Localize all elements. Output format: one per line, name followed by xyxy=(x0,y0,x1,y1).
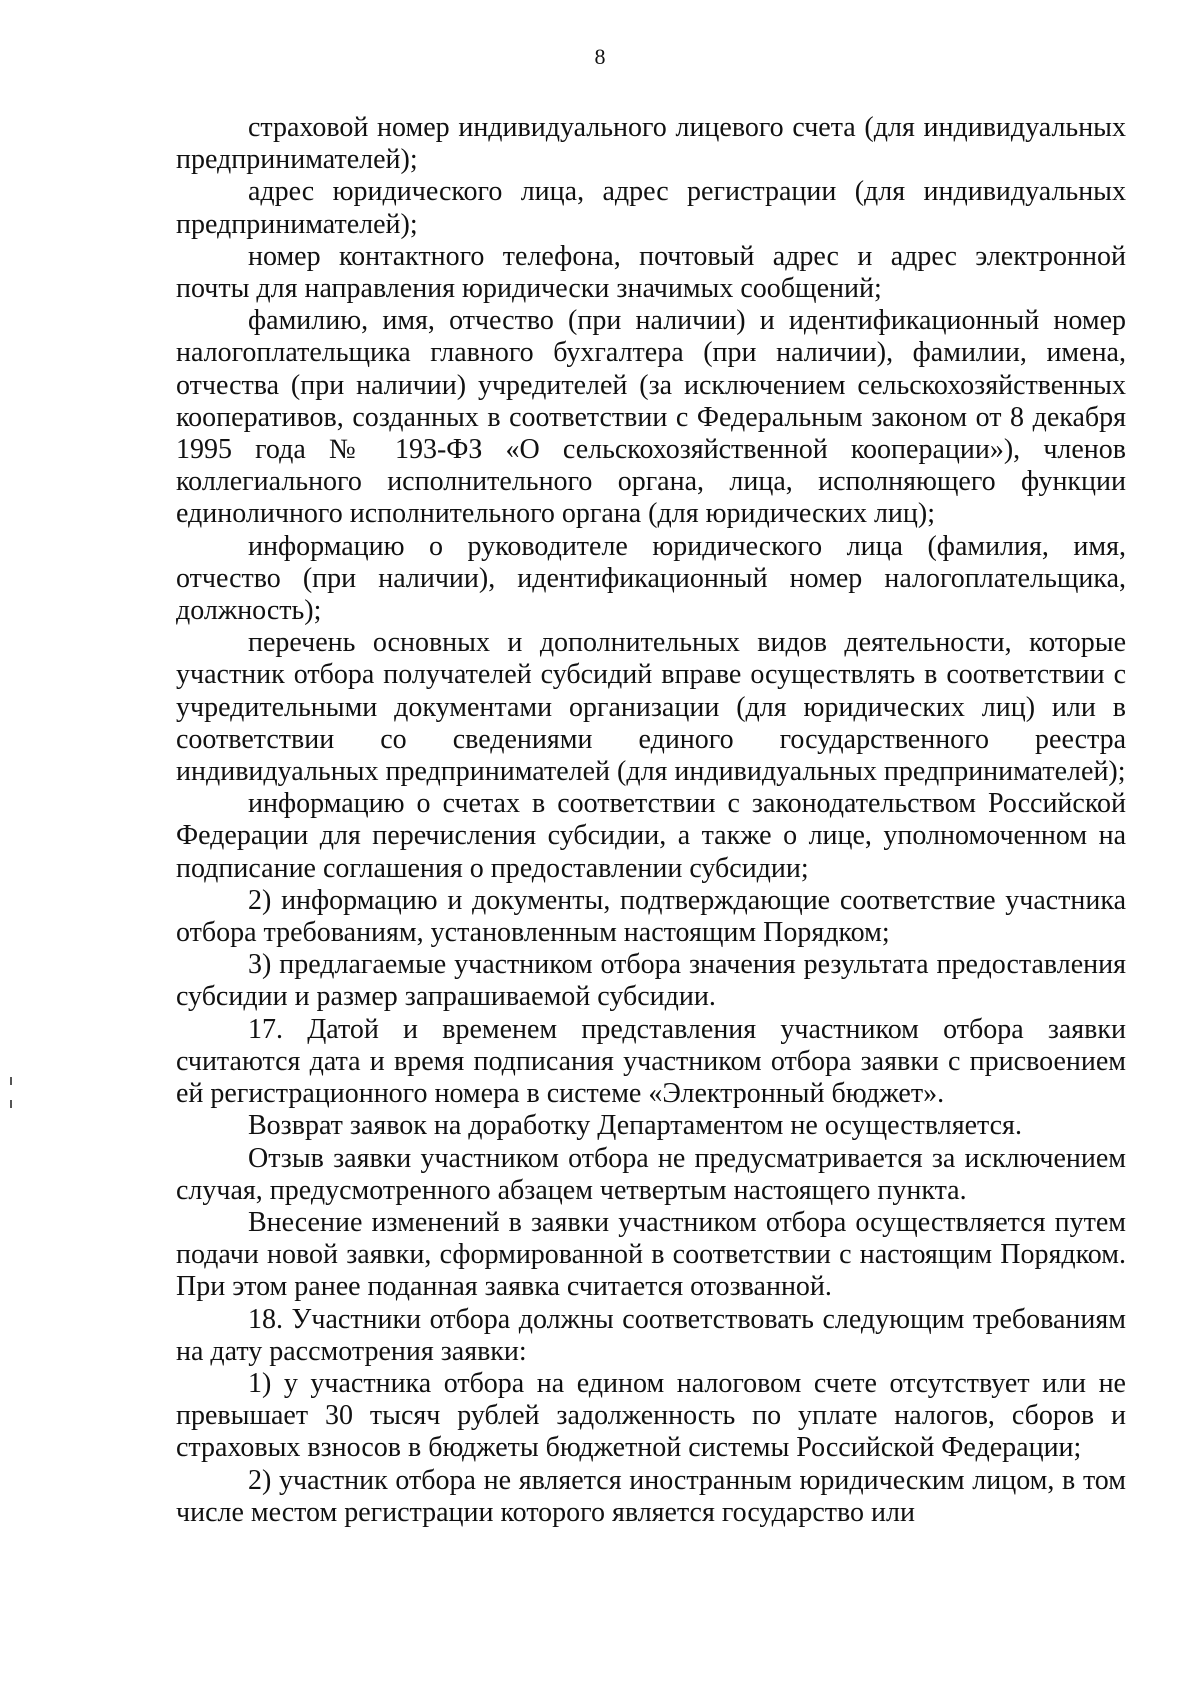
paragraph-section-18: 18. Участники отбора должны соответствовать следующим требованиям на дату рассмотрения заявки: xyxy=(176,1303,1126,1367)
paragraph-activities: перечень основных и дополнительных видов деятельности, которые участник отбора получателей субсидий вправе осуществлять в соответствии с учредительными документами организации (для юридических лиц) или в соответствии со сведениями единого государственного реестра индивидуальных предпринимателей (для индивидуальных предпринимателей); xyxy=(176,627,1126,788)
paragraph-req-1-tax-debt: 1) у участника отбора на едином налоговом счете отсутствует или не превышает 30 тысяч рублей задолженность по уплате налогов, сборов и страховых взносов в бюджеты бюджетной системы Российской Федерации; xyxy=(176,1367,1126,1464)
paragraph-withdrawal: Отзыв заявки участником отбора не предусматривается за исключением случая, предусмотренного абзацем четвертым настоящего пункта. xyxy=(176,1142,1126,1206)
paragraph-snils: страховой номер индивидуального лицевого счета (для индивидуальных предпринимателей); xyxy=(176,112,1126,176)
paragraph-accounts: информацию о счетах в соответствии с законодательством Российской Федерации для перечисления субсидии, а также о лице, уполномоченном на подписание соглашения о предоставлении субсидии; xyxy=(176,788,1126,884)
scan-margin-mark xyxy=(10,1100,12,1108)
paragraph-head-info: информацию о руководителе юридического лица (фамилия, имя, отчество (при наличии), идентификационный номер налогоплательщика, должность); xyxy=(176,530,1126,627)
paragraph-contacts: номер контактного телефона, почтовый адрес и адрес электронной почты для направления юридически значимых сообщений; xyxy=(176,240,1126,305)
scan-margin-mark xyxy=(10,1077,12,1085)
document-body xyxy=(176,112,1126,1529)
paragraph-item-3-results: 3) предлагаемые участником отбора значения результата предоставления субсидии и размер запрашиваемой субсидии. xyxy=(176,949,1126,1013)
paragraph-item-2-documents: 2) информацию и документы, подтверждающие соответствие участника отбора требованиям, установленным настоящим Порядком; xyxy=(176,884,1126,949)
paragraph-founders: фамилию, имя, отчество (при наличии) и идентификационный номер налогоплательщика главного бухгалтера (при наличии), фамилии, имена, отчества (при наличии) учредителей (за исключением сельскохозяйственных кооперативов, созданных в соответствии с Федеральным законом от 8 декабря 1995 года № 193-ФЗ «О сельскохозяйственной кооперации»), членов коллегиального исполнительного органа, лица, исполняющего функции единоличного исполнительного органа (для юридических лиц); xyxy=(176,305,1126,530)
page-number: 8 xyxy=(594,44,606,69)
paragraph-section-17: 17. Датой и временем представления участником отбора заявки считаются дата и время подписания участником отбора заявки с присвоением ей регистрационного номера в системе «Электронный бюджет». xyxy=(176,1013,1126,1110)
paragraph-no-return: Возврат заявок на доработку Департаментом не осуществляется. xyxy=(248,1110,1022,1142)
paragraph-changes: Внесение изменений в заявки участником отбора осуществляется путем подачи новой заявки, сформированной в соответствии с настоящим Порядком. При этом ранее поданная заявка считается отозванной. xyxy=(176,1206,1126,1303)
paragraph-address: адрес юридического лица, адрес регистрации (для индивидуальных предпринимателей); xyxy=(176,176,1126,240)
paragraph-req-2-foreign: 2) участник отбора не является иностранным юридическим лицом, в том числе местом регистрации которого является государство или xyxy=(176,1464,1126,1528)
